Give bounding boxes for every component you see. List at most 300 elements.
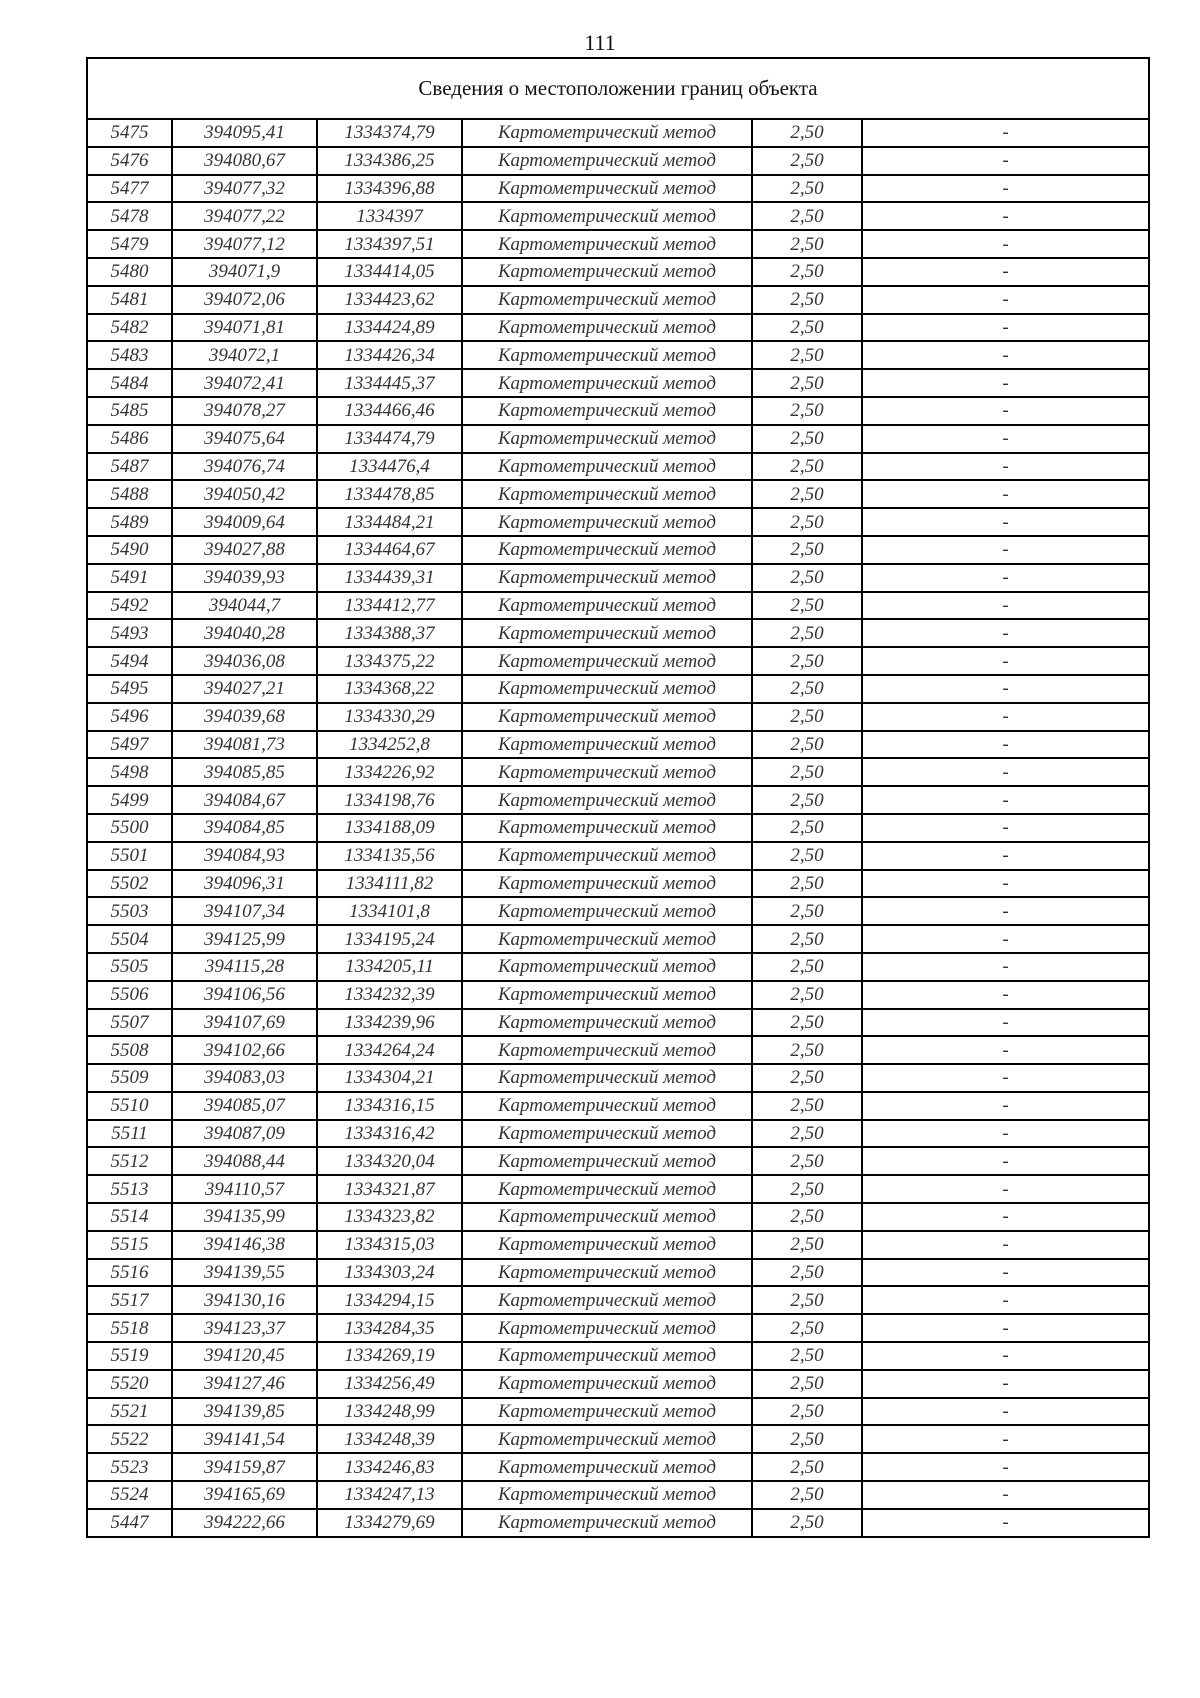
point-number-cell: 5519 <box>87 1342 172 1370</box>
point-number-cell: 5501 <box>87 842 172 870</box>
table-row <box>87 758 1149 786</box>
y-coordinate-cell: 1334396,88 <box>317 175 462 203</box>
method-cell: Картометрический метод <box>462 480 752 508</box>
point-number-cell: 5505 <box>87 953 172 981</box>
y-coordinate-cell: 1334484,21 <box>317 508 462 536</box>
point-number-cell: 5497 <box>87 731 172 759</box>
table-row <box>87 619 1149 647</box>
method-cell: Картометрический метод <box>462 731 752 759</box>
accuracy-cell: 2,50 <box>752 1036 862 1064</box>
table-row <box>87 536 1149 564</box>
point-number-cell: 5478 <box>87 202 172 230</box>
accuracy-cell: 2,50 <box>752 647 862 675</box>
x-coordinate-cell: 394165,69 <box>172 1481 317 1509</box>
accuracy-cell: 2,50 <box>752 814 862 842</box>
x-coordinate-cell: 394039,68 <box>172 703 317 731</box>
accuracy-cell: 2,50 <box>752 1147 862 1175</box>
method-cell: Картометрический метод <box>462 1092 752 1120</box>
point-number-cell: 5488 <box>87 480 172 508</box>
point-number-cell: 5521 <box>87 1398 172 1426</box>
table-row <box>87 1092 1149 1120</box>
point-number-cell: 5507 <box>87 1009 172 1037</box>
x-coordinate-cell: 394084,93 <box>172 842 317 870</box>
table-row <box>87 480 1149 508</box>
y-coordinate-cell: 1334315,03 <box>317 1231 462 1259</box>
point-number-cell: 5493 <box>87 619 172 647</box>
x-coordinate-cell: 394044,7 <box>172 592 317 620</box>
point-number-cell: 5510 <box>87 1092 172 1120</box>
accuracy-cell: 2,50 <box>752 508 862 536</box>
x-coordinate-cell: 394141,54 <box>172 1425 317 1453</box>
method-cell: Картометрический метод <box>462 1120 752 1148</box>
x-coordinate-cell: 394107,69 <box>172 1009 317 1037</box>
point-number-cell: 5517 <box>87 1286 172 1314</box>
description-cell: - <box>862 842 1149 870</box>
accuracy-cell: 2,50 <box>752 1425 862 1453</box>
accuracy-cell: 2,50 <box>752 1286 862 1314</box>
description-cell: - <box>862 925 1149 953</box>
y-coordinate-cell: 1334474,79 <box>317 425 462 453</box>
accuracy-cell: 2,50 <box>752 230 862 258</box>
point-number-cell: 5499 <box>87 786 172 814</box>
point-number-cell: 5483 <box>87 341 172 369</box>
y-coordinate-cell: 1334321,87 <box>317 1175 462 1203</box>
accuracy-cell: 2,50 <box>752 1398 862 1426</box>
x-coordinate-cell: 394072,41 <box>172 369 317 397</box>
y-coordinate-cell: 1334397 <box>317 202 462 230</box>
y-coordinate-cell: 1334252,8 <box>317 731 462 759</box>
description-cell: - <box>862 1009 1149 1037</box>
method-cell: Картометрический метод <box>462 897 752 925</box>
accuracy-cell: 2,50 <box>752 897 862 925</box>
description-cell: - <box>862 286 1149 314</box>
description-cell: - <box>862 703 1149 731</box>
x-coordinate-cell: 394102,66 <box>172 1036 317 1064</box>
y-coordinate-cell: 1334247,13 <box>317 1481 462 1509</box>
y-coordinate-cell: 1334246,83 <box>317 1453 462 1481</box>
y-coordinate-cell: 1334188,09 <box>317 814 462 842</box>
method-cell: Картометрический метод <box>462 425 752 453</box>
y-coordinate-cell: 1334316,42 <box>317 1120 462 1148</box>
description-cell: - <box>862 1203 1149 1231</box>
point-number-cell: 5514 <box>87 1203 172 1231</box>
x-coordinate-cell: 394107,34 <box>172 897 317 925</box>
table-row <box>87 453 1149 481</box>
method-cell: Картометрический метод <box>462 842 752 870</box>
y-coordinate-cell: 1334101,8 <box>317 897 462 925</box>
table-row <box>87 1064 1149 1092</box>
point-number-cell: 5512 <box>87 1147 172 1175</box>
table-row <box>87 508 1149 536</box>
method-cell: Картометрический метод <box>462 1370 752 1398</box>
y-coordinate-cell: 1334111,82 <box>317 870 462 898</box>
table-title: Сведения о местоположении границ объекта <box>87 58 1149 119</box>
point-number-cell: 5475 <box>87 119 172 147</box>
x-coordinate-cell: 394077,12 <box>172 230 317 258</box>
description-cell: - <box>862 1286 1149 1314</box>
method-cell: Картометрический метод <box>462 397 752 425</box>
x-coordinate-cell: 394071,9 <box>172 258 317 286</box>
table-row <box>87 1481 1149 1509</box>
description-cell: - <box>862 592 1149 620</box>
method-cell: Картометрический метод <box>462 981 752 1009</box>
table-row <box>87 592 1149 620</box>
method-cell: Картометрический метод <box>462 147 752 175</box>
accuracy-cell: 2,50 <box>752 1259 862 1287</box>
table-row <box>87 1259 1149 1287</box>
table-row <box>87 731 1149 759</box>
x-coordinate-cell: 394146,38 <box>172 1231 317 1259</box>
x-coordinate-cell: 394096,31 <box>172 870 317 898</box>
description-cell: - <box>862 1481 1149 1509</box>
accuracy-cell: 2,50 <box>752 1120 862 1148</box>
description-cell: - <box>862 536 1149 564</box>
method-cell: Картометрический метод <box>462 453 752 481</box>
method-cell: Картометрический метод <box>462 647 752 675</box>
description-cell: - <box>862 480 1149 508</box>
accuracy-cell: 2,50 <box>752 1370 862 1398</box>
accuracy-cell: 2,50 <box>752 592 862 620</box>
y-coordinate-cell: 1334248,99 <box>317 1398 462 1426</box>
boundary-table <box>86 57 1150 1538</box>
x-coordinate-cell: 394050,42 <box>172 480 317 508</box>
y-coordinate-cell: 1334445,37 <box>317 369 462 397</box>
y-coordinate-cell: 1334478,85 <box>317 480 462 508</box>
accuracy-cell: 2,50 <box>752 397 862 425</box>
table-row <box>87 953 1149 981</box>
method-cell: Картометрический метод <box>462 870 752 898</box>
y-coordinate-cell: 1334239,96 <box>317 1009 462 1037</box>
x-coordinate-cell: 394072,1 <box>172 341 317 369</box>
point-number-cell: 5484 <box>87 369 172 397</box>
accuracy-cell: 2,50 <box>752 564 862 592</box>
y-coordinate-cell: 1334294,15 <box>317 1286 462 1314</box>
y-coordinate-cell: 1334439,31 <box>317 564 462 592</box>
accuracy-cell: 2,50 <box>752 341 862 369</box>
method-cell: Картометрический метод <box>462 1314 752 1342</box>
description-cell: - <box>862 230 1149 258</box>
y-coordinate-cell: 1334476,4 <box>317 453 462 481</box>
table-row <box>87 925 1149 953</box>
description-cell: - <box>862 1425 1149 1453</box>
accuracy-cell: 2,50 <box>752 675 862 703</box>
point-number-cell: 5487 <box>87 453 172 481</box>
accuracy-cell: 2,50 <box>752 953 862 981</box>
accuracy-cell: 2,50 <box>752 842 862 870</box>
description-cell: - <box>862 1370 1149 1398</box>
table-row <box>87 897 1149 925</box>
method-cell: Картометрический метод <box>462 1398 752 1426</box>
x-coordinate-cell: 394040,28 <box>172 619 317 647</box>
description-cell: - <box>862 981 1149 1009</box>
x-coordinate-cell: 394036,08 <box>172 647 317 675</box>
table-row <box>87 981 1149 1009</box>
x-coordinate-cell: 394159,87 <box>172 1453 317 1481</box>
table-row <box>87 341 1149 369</box>
y-coordinate-cell: 1334464,67 <box>317 536 462 564</box>
y-coordinate-cell: 1334414,05 <box>317 258 462 286</box>
method-cell: Картометрический метод <box>462 286 752 314</box>
accuracy-cell: 2,50 <box>752 314 862 342</box>
method-cell: Картометрический метод <box>462 814 752 842</box>
method-cell: Картометрический метод <box>462 341 752 369</box>
description-cell: - <box>862 1453 1149 1481</box>
accuracy-cell: 2,50 <box>752 369 862 397</box>
x-coordinate-cell: 394084,85 <box>172 814 317 842</box>
point-number-cell: 5524 <box>87 1481 172 1509</box>
method-cell: Картометрический метод <box>462 1147 752 1175</box>
point-number-cell: 5516 <box>87 1259 172 1287</box>
y-coordinate-cell: 1334330,29 <box>317 703 462 731</box>
x-coordinate-cell: 394110,57 <box>172 1175 317 1203</box>
point-number-cell: 5494 <box>87 647 172 675</box>
x-coordinate-cell: 394088,44 <box>172 1147 317 1175</box>
table-row <box>87 1398 1149 1426</box>
method-cell: Картометрический метод <box>462 536 752 564</box>
method-cell: Картометрический метод <box>462 1231 752 1259</box>
description-cell: - <box>862 1147 1149 1175</box>
description-cell: - <box>862 1259 1149 1287</box>
table-row <box>87 870 1149 898</box>
method-cell: Картометрический метод <box>462 758 752 786</box>
x-coordinate-cell: 394078,27 <box>172 397 317 425</box>
x-coordinate-cell: 394071,81 <box>172 314 317 342</box>
description-cell: - <box>862 619 1149 647</box>
y-coordinate-cell: 1334304,21 <box>317 1064 462 1092</box>
accuracy-cell: 2,50 <box>752 870 862 898</box>
description-cell: - <box>862 453 1149 481</box>
method-cell: Картометрический метод <box>462 202 752 230</box>
method-cell: Картометрический метод <box>462 1425 752 1453</box>
method-cell: Картометрический метод <box>462 1509 752 1537</box>
x-coordinate-cell: 394084,67 <box>172 786 317 814</box>
accuracy-cell: 2,50 <box>752 286 862 314</box>
table-row <box>87 1425 1149 1453</box>
method-cell: Картометрический метод <box>462 508 752 536</box>
accuracy-cell: 2,50 <box>752 119 862 147</box>
accuracy-cell: 2,50 <box>752 1314 862 1342</box>
x-coordinate-cell: 394135,99 <box>172 1203 317 1231</box>
description-cell: - <box>862 1120 1149 1148</box>
method-cell: Картометрический метод <box>462 230 752 258</box>
accuracy-cell: 2,50 <box>752 1009 862 1037</box>
method-cell: Картометрический метод <box>462 1203 752 1231</box>
point-number-cell: 5509 <box>87 1064 172 1092</box>
description-cell: - <box>862 175 1149 203</box>
method-cell: Картометрический метод <box>462 619 752 647</box>
accuracy-cell: 2,50 <box>752 202 862 230</box>
point-number-cell: 5511 <box>87 1120 172 1148</box>
accuracy-cell: 2,50 <box>752 1342 862 1370</box>
description-cell: - <box>862 1398 1149 1426</box>
table-row <box>87 647 1149 675</box>
y-coordinate-cell: 1334303,24 <box>317 1259 462 1287</box>
y-coordinate-cell: 1334195,24 <box>317 925 462 953</box>
method-cell: Картометрический метод <box>462 1481 752 1509</box>
description-cell: - <box>862 1231 1149 1259</box>
description-cell: - <box>862 647 1149 675</box>
accuracy-cell: 2,50 <box>752 1509 862 1537</box>
y-coordinate-cell: 1334232,39 <box>317 981 462 1009</box>
y-coordinate-cell: 1334388,37 <box>317 619 462 647</box>
description-cell: - <box>862 1175 1149 1203</box>
y-coordinate-cell: 1334256,49 <box>317 1370 462 1398</box>
point-number-cell: 5498 <box>87 758 172 786</box>
x-coordinate-cell: 394120,45 <box>172 1342 317 1370</box>
point-number-cell: 5476 <box>87 147 172 175</box>
accuracy-cell: 2,50 <box>752 1064 862 1092</box>
x-coordinate-cell: 394125,99 <box>172 925 317 953</box>
accuracy-cell: 2,50 <box>752 1092 862 1120</box>
accuracy-cell: 2,50 <box>752 758 862 786</box>
table-row <box>87 258 1149 286</box>
point-number-cell: 5489 <box>87 508 172 536</box>
table-row <box>87 1009 1149 1037</box>
description-cell: - <box>862 119 1149 147</box>
description-cell: - <box>862 731 1149 759</box>
y-coordinate-cell: 1334198,76 <box>317 786 462 814</box>
description-cell: - <box>862 369 1149 397</box>
point-number-cell: 5522 <box>87 1425 172 1453</box>
point-number-cell: 5485 <box>87 397 172 425</box>
method-cell: Картометрический метод <box>462 119 752 147</box>
x-coordinate-cell: 394095,41 <box>172 119 317 147</box>
page-number: 111 <box>584 30 616 55</box>
table-row <box>87 1120 1149 1148</box>
table-row <box>87 1147 1149 1175</box>
table-row <box>87 425 1149 453</box>
y-coordinate-cell: 1334374,79 <box>317 119 462 147</box>
x-coordinate-cell: 394039,93 <box>172 564 317 592</box>
accuracy-cell: 2,50 <box>752 425 862 453</box>
y-coordinate-cell: 1334316,15 <box>317 1092 462 1120</box>
point-number-cell: 5518 <box>87 1314 172 1342</box>
table-row <box>87 1370 1149 1398</box>
method-cell: Картометрический метод <box>462 925 752 953</box>
accuracy-cell: 2,50 <box>752 1481 862 1509</box>
table-row <box>87 369 1149 397</box>
table-row <box>87 202 1149 230</box>
table-row <box>87 397 1149 425</box>
table-row <box>87 786 1149 814</box>
point-number-cell: 5504 <box>87 925 172 953</box>
method-cell: Картометрический метод <box>462 1342 752 1370</box>
table-row <box>87 1342 1149 1370</box>
method-cell: Картометрический метод <box>462 786 752 814</box>
y-coordinate-cell: 1334397,51 <box>317 230 462 258</box>
accuracy-cell: 2,50 <box>752 1175 862 1203</box>
x-coordinate-cell: 394075,64 <box>172 425 317 453</box>
table-title-row <box>87 58 1149 119</box>
point-number-cell: 5490 <box>87 536 172 564</box>
description-cell: - <box>862 1064 1149 1092</box>
method-cell: Картометрический метод <box>462 564 752 592</box>
x-coordinate-cell: 394027,21 <box>172 675 317 703</box>
point-number-cell: 5520 <box>87 1370 172 1398</box>
table-row <box>87 286 1149 314</box>
y-coordinate-cell: 1334375,22 <box>317 647 462 675</box>
y-coordinate-cell: 1334424,89 <box>317 314 462 342</box>
x-coordinate-cell: 394087,09 <box>172 1120 317 1148</box>
method-cell: Картометрический метод <box>462 592 752 620</box>
description-cell: - <box>862 341 1149 369</box>
point-number-cell: 5480 <box>87 258 172 286</box>
table-row <box>87 1231 1149 1259</box>
accuracy-cell: 2,50 <box>752 1231 862 1259</box>
point-number-cell: 5447 <box>87 1509 172 1537</box>
method-cell: Картометрический метод <box>462 1064 752 1092</box>
description-cell: - <box>862 1092 1149 1120</box>
point-number-cell: 5503 <box>87 897 172 925</box>
description-cell: - <box>862 202 1149 230</box>
y-coordinate-cell: 1334386,25 <box>317 147 462 175</box>
x-coordinate-cell: 394009,64 <box>172 508 317 536</box>
table-row <box>87 1286 1149 1314</box>
method-cell: Картометрический метод <box>462 314 752 342</box>
description-cell: - <box>862 953 1149 981</box>
table-row <box>87 1036 1149 1064</box>
table-body <box>87 119 1149 1537</box>
description-cell: - <box>862 675 1149 703</box>
accuracy-cell: 2,50 <box>752 1453 862 1481</box>
description-cell: - <box>862 397 1149 425</box>
x-coordinate-cell: 394081,73 <box>172 731 317 759</box>
description-cell: - <box>862 564 1149 592</box>
y-coordinate-cell: 1334323,82 <box>317 1203 462 1231</box>
table-row <box>87 147 1149 175</box>
point-number-cell: 5486 <box>87 425 172 453</box>
y-coordinate-cell: 1334279,69 <box>317 1509 462 1537</box>
x-coordinate-cell: 394076,74 <box>172 453 317 481</box>
table-row <box>87 1314 1149 1342</box>
x-coordinate-cell: 394115,28 <box>172 953 317 981</box>
method-cell: Картометрический метод <box>462 1009 752 1037</box>
table-row <box>87 842 1149 870</box>
description-cell: - <box>862 814 1149 842</box>
x-coordinate-cell: 394139,55 <box>172 1259 317 1287</box>
accuracy-cell: 2,50 <box>752 731 862 759</box>
x-coordinate-cell: 394083,03 <box>172 1064 317 1092</box>
point-number-cell: 5481 <box>87 286 172 314</box>
description-cell: - <box>862 786 1149 814</box>
y-coordinate-cell: 1334269,19 <box>317 1342 462 1370</box>
y-coordinate-cell: 1334412,77 <box>317 592 462 620</box>
table-row <box>87 564 1149 592</box>
description-cell: - <box>862 425 1149 453</box>
method-cell: Картометрический метод <box>462 369 752 397</box>
point-number-cell: 5482 <box>87 314 172 342</box>
accuracy-cell: 2,50 <box>752 453 862 481</box>
description-cell: - <box>862 258 1149 286</box>
y-coordinate-cell: 1334320,04 <box>317 1147 462 1175</box>
table-row <box>87 1509 1149 1537</box>
x-coordinate-cell: 394085,85 <box>172 758 317 786</box>
x-coordinate-cell: 394130,16 <box>172 1286 317 1314</box>
description-cell: - <box>862 1314 1149 1342</box>
accuracy-cell: 2,50 <box>752 981 862 1009</box>
point-number-cell: 5491 <box>87 564 172 592</box>
point-number-cell: 5515 <box>87 1231 172 1259</box>
point-number-cell: 5492 <box>87 592 172 620</box>
method-cell: Картометрический метод <box>462 1175 752 1203</box>
x-coordinate-cell: 394027,88 <box>172 536 317 564</box>
method-cell: Картометрический метод <box>462 953 752 981</box>
point-number-cell: 5477 <box>87 175 172 203</box>
x-coordinate-cell: 394139,85 <box>172 1398 317 1426</box>
point-number-cell: 5502 <box>87 870 172 898</box>
x-coordinate-cell: 394072,06 <box>172 286 317 314</box>
x-coordinate-cell: 394123,37 <box>172 1314 317 1342</box>
